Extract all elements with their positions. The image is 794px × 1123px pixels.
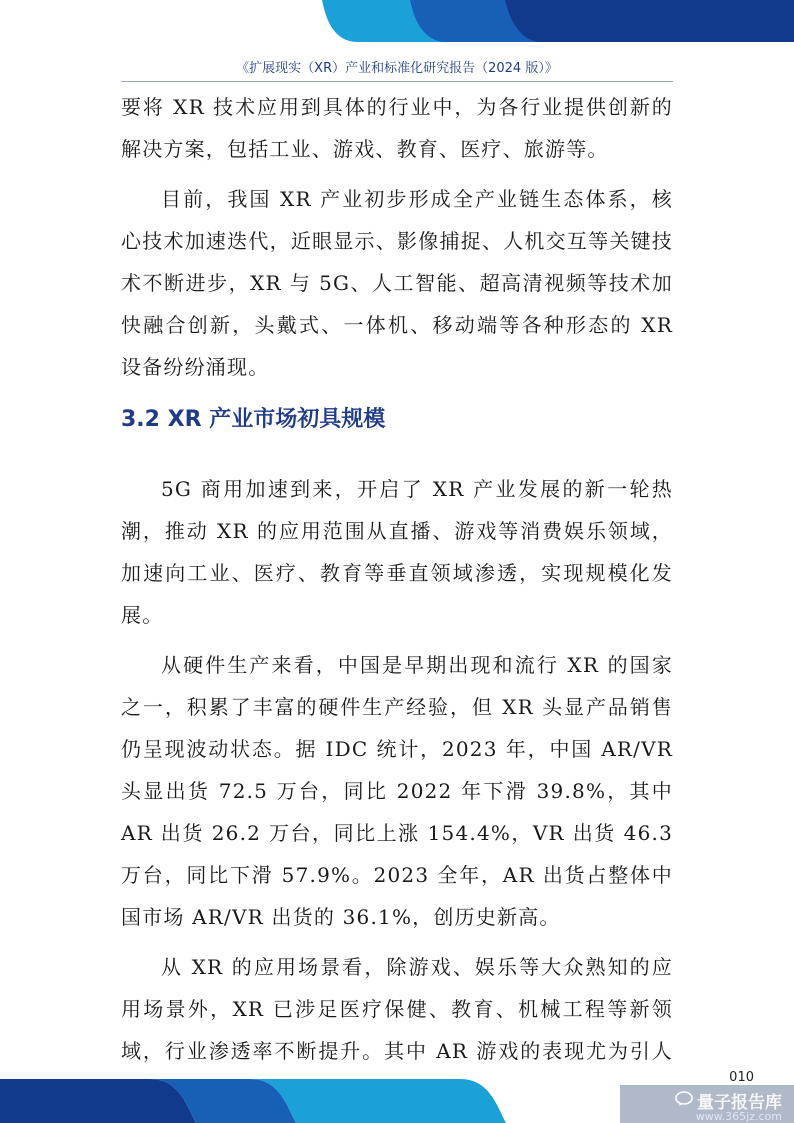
bottom-banner-dark-swoosh (0, 1079, 196, 1123)
watermark (675, 1088, 782, 1123)
body-paragraph: 要将 XR 技术应用到具体的行业中，为各行业提供创新的解决方案，包括工业、游戏、教育、医疗、旅游等。 (121, 95, 673, 161)
body-paragraph: 从 XR 的应用场景看，除游戏、娱乐等大众熟知的应用场景外，XR 已涉足医疗保健、教育、机械工程等新领域，行业渗透率不断提升。其中 AR 游戏的表现尤为引人 (121, 955, 673, 1063)
watermark-text: 量子报告库 (697, 1093, 782, 1113)
top-banner-dark-swoosh (505, 0, 794, 42)
body-paragraph: 目前，我国 XR 产业初步形成全产业链生态体系，核心技术加速迭代，近眼显示、影像捕捉、人机交互等关键技术不断进步，XR 与 5G、人工智能、超高清视频等技术加快融合创新，头戴式、一体机、移动端等各种形态的 XR 设备纷纷涌现。 (121, 187, 673, 379)
speech-bubble-icon (675, 1091, 693, 1111)
body-paragraph: 5G 商用加速到来，开启了 XR 产业发展的新一轮热潮，推动 XR 的应用范围从直播、游戏等消费娱乐领域，加速向工业、医疗、教育等垂直领域渗透，实现规模化发展。 (121, 477, 673, 627)
top-banner (0, 0, 794, 42)
header-divider (121, 81, 673, 82)
page-body (121, 86, 673, 1114)
watermark-url: www.365jz.com (695, 1110, 782, 1123)
section-heading: 3.2 XR 产业市场初具规模 (121, 407, 386, 432)
report-title-header: 《扩展现实（XR）产业和标准化研究报告（2024 版）》 (236, 61, 558, 76)
page-number: 010 (729, 1070, 754, 1085)
body-paragraph: 从硬件生产来看，中国是早期出现和流行 XR 的国家之一，积累了丰富的硬件生产经验，但 XR 头显产品销售仍呈现波动状态。据 IDC 统计，2023 年，中国 AR/VR 头显出货 72.5 万台，同比 2022 年下滑 39.8%，其中 AR 出货 26.2 万台，同比上涨 154.4%，VR 出货 46.3 万台，同比下滑 57.9%。2023 全年，AR 出货占整体中国市场 AR/VR 出货的 36.1%，创历史新高。 (121, 653, 673, 929)
